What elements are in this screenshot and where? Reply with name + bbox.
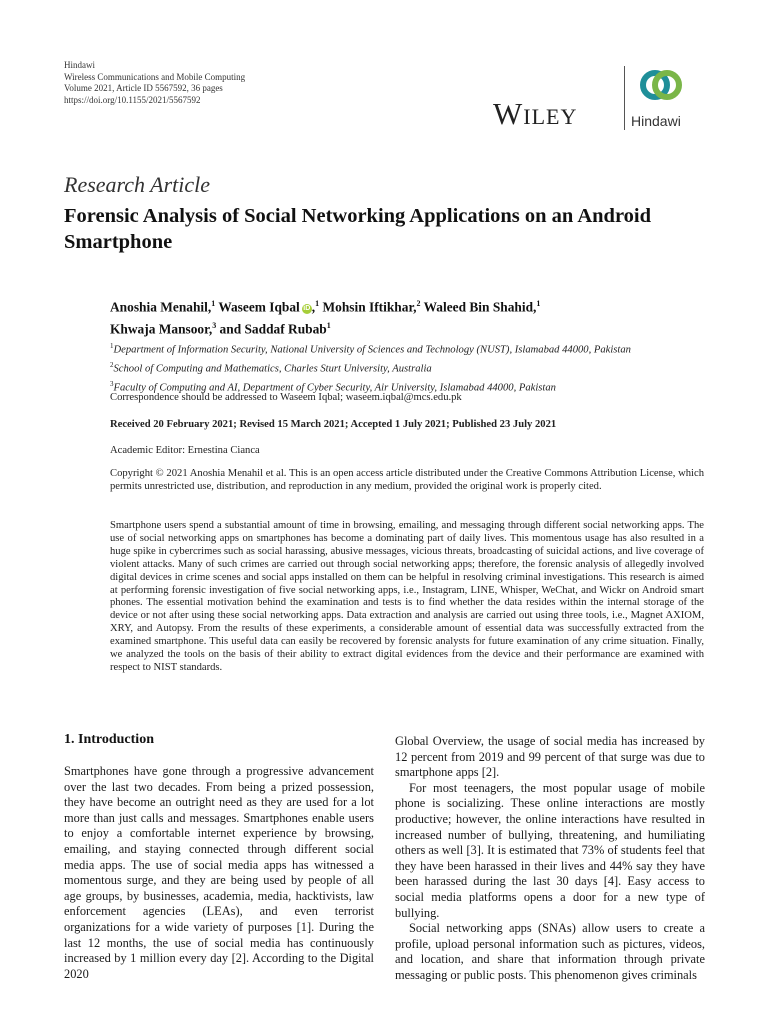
affiliation-item: $^1$Department of Information Security, National University of Sciences and Technology (NUST), Islamabad 44000, Pakistan <box>110 342 631 356</box>
volume-line: Volume 2021, Article ID 5567592, 36 pages <box>64 83 223 93</box>
author-affil-sup: 1 <box>536 299 541 308</box>
journal-name: Wireless Communications and Mobile Computing <box>64 71 246 82</box>
author-list <box>110 294 710 339</box>
author-name: Waseem Iqbal <box>218 299 300 315</box>
author-name: Mohsin Iftikhar, <box>322 299 417 315</box>
author-name: Khwaja Mansoor, <box>110 321 213 337</box>
body-paragraph: Social networking apps (SNAs) allow users to create a profile, upload personal information such as pictures, videos, and location, and share that information through private messaging or public posts. This phenomenon gives criminals <box>395 921 705 982</box>
publisher-name: Hindawi <box>64 60 95 70</box>
author-affil-sup: 1 <box>211 299 216 308</box>
author-affil-sup: 2 <box>416 299 421 308</box>
body-paragraph: Global Overview, the usage of social media has increased by 12 percent from 2019 and 99 percent of that surge was due to smartphone apps [2]. <box>395 734 705 780</box>
author-name: Anoshia Menahil, <box>110 299 212 315</box>
academic-editor-line: Academic Editor: Ernestina Cianca <box>110 445 260 456</box>
hindawi-logo-text: Hindawi <box>631 113 681 129</box>
author-suffix: , <box>311 299 316 315</box>
article-type: Research Article <box>64 172 211 197</box>
author-affil-sup: 1 <box>315 299 320 308</box>
orcid-icon[interactable]: iD <box>303 305 311 313</box>
affiliation-item: $^3$Faculty of Computing and AI, Department of Cyber Security, Air University, Islamabad 44000, Pakistan <box>110 380 556 394</box>
wiley-logo: Wiley <box>493 96 578 131</box>
doi-link[interactable]: https://doi.org/10.1155/2021/5567592 <box>64 94 201 105</box>
body-paragraph: Smartphones have gone through a progressive advancement over the last two decades. From being a prized possession, they have become an outright need as they are used for a lot more than just calls and messages. Smartphones enable users to enjoy a comfortable internet experience by browsing, emailing, and staying connected through different social media apps. The use of social media apps has witnessed a momentous surge, and they are being used by people of all age groups, by businesses, academia, media, hacktivists, law enforcement agencies (LEAs), and even terrorist organizations for a wide variety of purposes [1]. During the last 12 months, the use of social media has continuously increased by 1 million every day [2]. According to the Digital 2020 <box>64 764 374 981</box>
body-paragraph: For most teenagers, the most popular usage of mobile phone is socializing. These online interactions are mostly productive; however, the online interactions have resulted in increased number of bullying, threatening, and humiliating others as well [3]. It is estimated that 73% of students feel that they have been harassed in their lives and 44% say they have been harassed during the last 30 days [4]. Easy access to social media platforms opens a door for a new type of bullying. <box>395 780 705 920</box>
article-title: Forensic Analysis of Social Networking Applications on an Android Smartphone <box>64 205 652 253</box>
right-column <box>395 734 705 984</box>
abstract-text: Smartphone users spend a substantial amount of time in browsing, emailing, and messaging through different social networking apps. The use of social networking apps on smartphones has become a dominating part of daily lives. This momentous usage has also resulted in a huge spike in cybercrimes such as social harassing, abusive messages, vicious threats, broadcasting of suicidal actions, and live coverage of violent attacks. Many of such crimes are carried out through social networking apps; therefore, the forensic analysis of allegedly involved digital devices in crime scenes and social apps installed on them can be helpful in resolving criminal investigations. This research is aimed at performing forensic investigation of five social networking apps, i.e., Instagram, LINE, Whisper, WeChat, and Wickr on Android smart phones. The essential motivation behind the examination and tests is to find whether the data resides within the internal storage of the device or not after using these social networking apps. Data extraction and analysis are carried out using three tools, i.e., Magnet AXIOM, XRY, and Autopsy. From the results of these experiments, a considerable amount of essential data was successfully extracted from the examined smartphone. This useful data can easily be recovered by forensic analysts for future examination of any crime situation. Finally, we analyzed the tools on the basis of their ability to extract digital evidences from the device and their performance are examined with respect to NIST standards. <box>110 520 704 673</box>
left-column <box>64 764 374 982</box>
author-affil-sup: 1 <box>326 321 331 331</box>
dates-line: Received 20 February 2021; Revised 15 March 2021; Accepted 1 July 2021; Published 23 July 2021 <box>110 419 557 430</box>
author-name: and Saddaf Rubab <box>219 321 327 337</box>
section-heading: 1. Introduction <box>64 732 154 747</box>
hindawi-logo-icon <box>638 62 684 108</box>
publication-meta <box>64 60 245 106</box>
copyright-notice: Copyright © 2021 Anoshia Menahil et al. This is an open access article distributed under the Creative Commons Attribution License, which permits unrestricted use, distribution, and reproduction in any medium, provided the original work is properly cited. <box>110 468 704 492</box>
author-name: Waleed Bin Shahid, <box>423 299 537 315</box>
affiliation-list <box>110 339 710 396</box>
logo-divider <box>624 66 625 130</box>
correspondence-line: Correspondence should be addressed to Waseem Iqbal; waseem.iqbal@mcs.edu.pk <box>110 392 462 403</box>
author-affil-sup: 3 <box>212 321 217 331</box>
affiliation-item: $^2$School of Computing and Mathematics, Charles Sturt University, Australia <box>110 361 432 375</box>
